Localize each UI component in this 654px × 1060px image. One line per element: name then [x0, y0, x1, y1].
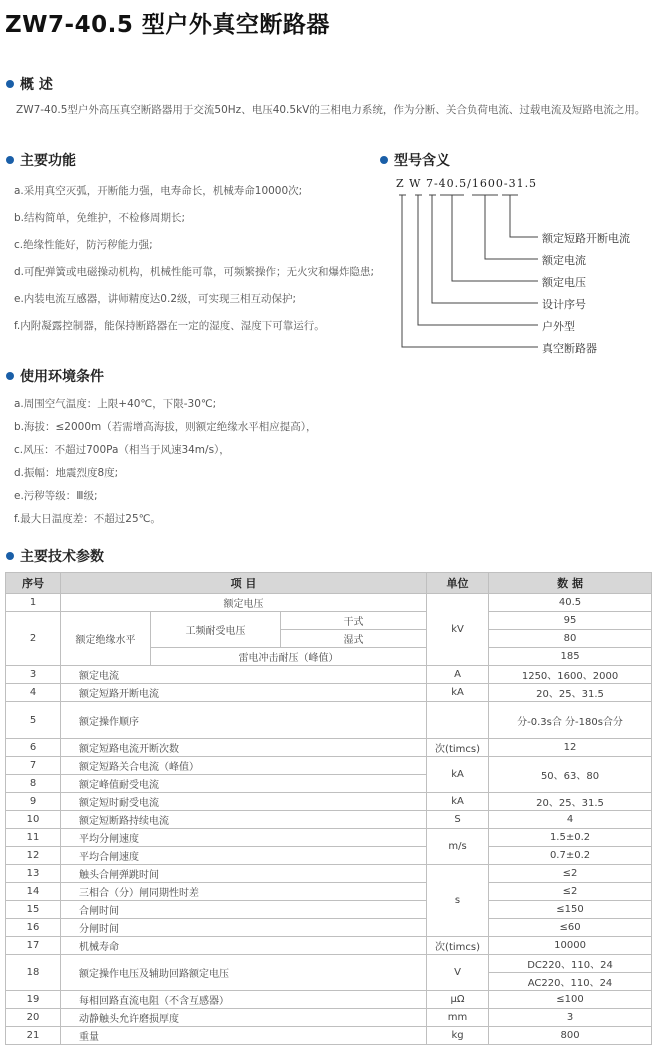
- header-no: 序号: [6, 573, 61, 594]
- row-no: 13: [6, 865, 61, 883]
- row-item: 机械寿命: [61, 937, 427, 955]
- row-unit: [427, 702, 489, 739]
- model-label: 额定电流: [542, 254, 586, 267]
- row-item: 分闸时间: [61, 919, 427, 937]
- row-value: 20、25、31.5: [489, 684, 652, 702]
- page-title: ZW7-40.5 型户外真空断路器: [5, 12, 330, 38]
- table-row: [6, 901, 652, 919]
- model-label: 额定短路开断电流: [542, 232, 630, 245]
- table-row: [6, 847, 652, 865]
- feature-item: d.可配弹簧或电磁操动机构，机械性能可靠，可频繁操作；无火灾和爆炸隐患;: [14, 266, 375, 278]
- row-no: 2: [6, 612, 61, 666]
- table-row: [6, 612, 652, 630]
- row-value: 80: [489, 630, 652, 648]
- table-row: [6, 829, 652, 847]
- row-value: ≤2: [489, 883, 652, 901]
- row-item: 额定操作顺序: [61, 702, 427, 739]
- row-subitem: 工频耐受电压: [151, 612, 281, 648]
- row-unit: kA: [427, 793, 489, 811]
- environment-item: f.最大日温度差：不超过25℃。: [14, 513, 161, 525]
- row-unit: kg: [427, 1027, 489, 1045]
- row-no: 7: [6, 757, 61, 775]
- feature-item: c.绝缘性能好，防污秽能力强;: [14, 239, 153, 251]
- row-item: 额定电流: [61, 666, 427, 684]
- row-no: 21: [6, 1027, 61, 1045]
- row-item: 平均分闸速度: [61, 829, 427, 847]
- row-no: 11: [6, 829, 61, 847]
- row-item: 额定峰值耐受电流: [61, 775, 427, 793]
- row-value: 185: [489, 648, 652, 666]
- row-unit: μΩ: [427, 991, 489, 1009]
- row-value: ≤150: [489, 901, 652, 919]
- row-unit: 次(timcs): [427, 739, 489, 757]
- row-no: 3: [6, 666, 61, 684]
- feature-item: e.内装电流互感器，讲师精度达0.2级，可实现三相互动保护;: [14, 293, 297, 305]
- row-unit: 次(timcs): [427, 937, 489, 955]
- header-item: 项 目: [61, 573, 427, 594]
- row-item: 合闸时间: [61, 901, 427, 919]
- row-item: 三相合（分）闸同期性时差: [61, 883, 427, 901]
- row-item: 重量: [61, 1027, 427, 1045]
- environment-item: b.海拔：≤2000m（若需增高海拔，则额定绝缘水平相应提高），: [14, 421, 317, 433]
- row-value: 95: [489, 612, 652, 630]
- row-unit: kA: [427, 684, 489, 702]
- row-item: 额定短路开断电流: [61, 684, 427, 702]
- row-value: AC220、110、24: [489, 973, 652, 991]
- table-row: [6, 739, 652, 757]
- overview-heading: 概 述: [6, 74, 53, 94]
- environment-item: a.周围空气温度：上限+40℃，下限-30℃;: [14, 398, 217, 410]
- row-unit: S: [427, 811, 489, 829]
- table-row: [6, 955, 652, 973]
- table-row: [6, 811, 652, 829]
- row-unit: kA: [427, 757, 489, 793]
- features-heading: 主要功能: [6, 150, 76, 170]
- row-unit: s: [427, 865, 489, 937]
- table-row: [6, 865, 652, 883]
- row-no: 14: [6, 883, 61, 901]
- feature-item: b.结构简单，免维护，不检修周期长;: [14, 212, 186, 224]
- environment-heading: 使用环境条件: [6, 366, 104, 386]
- row-item: 额定短路关合电流（峰值）: [61, 757, 427, 775]
- row-value: 10000: [489, 937, 652, 955]
- row-value: ≤100: [489, 991, 652, 1009]
- header-value: 数 据: [489, 573, 652, 594]
- row-value: 3: [489, 1009, 652, 1027]
- model-label: 真空断路器: [542, 342, 597, 355]
- environment-item: d.振幅：地震烈度8度;: [14, 467, 119, 479]
- row-item: 额定操作电压及辅助回路额定电压: [61, 955, 427, 991]
- table-row: [6, 1009, 652, 1027]
- feature-item: a.采用真空灭弧，开断能力强，电寿命长，机械寿命10000次;: [14, 185, 303, 197]
- table-row: [6, 793, 652, 811]
- model-label: 户外型: [542, 320, 575, 333]
- overview-text: ZW7-40.5型户外高压真空断路器用于交流50Hz、电压40.5kV的三相电力系统，作为分断、关合负荷电流、过载电流及短路电流之用。: [16, 104, 646, 116]
- row-subitem: 雷电冲击耐压（峰值）: [151, 648, 427, 666]
- spec-table: [5, 572, 652, 1045]
- bullet-dot-icon: [380, 156, 388, 164]
- row-item: 额定短路电流开断次数: [61, 739, 427, 757]
- bullet-dot-icon: [6, 552, 14, 560]
- model-label: 额定电压: [542, 276, 586, 289]
- row-no: 15: [6, 901, 61, 919]
- row-no: 20: [6, 1009, 61, 1027]
- table-row: [6, 937, 652, 955]
- row-item: 额定电压: [61, 594, 427, 612]
- table-row: [6, 666, 652, 684]
- row-no: 17: [6, 937, 61, 955]
- row-no: 19: [6, 991, 61, 1009]
- specs-heading: 主要技术参数: [6, 546, 104, 566]
- row-item: 额定短断路持续电流: [61, 811, 427, 829]
- row-unit: m/s: [427, 829, 489, 865]
- table-row: [6, 919, 652, 937]
- row-value: 分-0.3s合 分-180s合分: [489, 702, 652, 739]
- model-heading: 型号含义: [380, 150, 450, 170]
- row-value: DC220、110、24: [489, 955, 652, 973]
- table-row: [6, 1027, 652, 1045]
- row-unit: mm: [427, 1009, 489, 1027]
- row-no: 18: [6, 955, 61, 991]
- row-value: 1.5±0.2: [489, 829, 652, 847]
- row-unit: V: [427, 955, 489, 991]
- table-row: [6, 991, 652, 1009]
- row-unit: kV: [427, 594, 489, 666]
- model-label: 设计序号: [542, 298, 586, 311]
- row-item: 每相回路直流电阻（不含互感器）: [61, 991, 427, 1009]
- bullet-dot-icon: [6, 372, 14, 380]
- row-no: 4: [6, 684, 61, 702]
- row-value: 40.5: [489, 594, 652, 612]
- row-value: 50、63、80: [489, 757, 652, 793]
- row-value: 1250、1600、2000: [489, 666, 652, 684]
- row-value: ≤2: [489, 865, 652, 883]
- row-item: 动静触头允许磨损厚度: [61, 1009, 427, 1027]
- model-code: Z W 7-40.5/1600-31.5: [396, 177, 538, 190]
- table-row: [6, 757, 652, 775]
- model-bracket-lines: [396, 192, 546, 362]
- row-no: 12: [6, 847, 61, 865]
- row-item: 平均合闸速度: [61, 847, 427, 865]
- row-subitem: 干式: [281, 612, 427, 630]
- row-item: 额定短时耐受电流: [61, 793, 427, 811]
- row-item: 额定绝缘水平: [61, 612, 151, 666]
- row-no: 10: [6, 811, 61, 829]
- row-value: 0.7±0.2: [489, 847, 652, 865]
- row-value: ≤60: [489, 919, 652, 937]
- bullet-dot-icon: [6, 156, 14, 164]
- row-unit: A: [427, 666, 489, 684]
- table-row: [6, 594, 652, 612]
- row-no: 16: [6, 919, 61, 937]
- row-no: 6: [6, 739, 61, 757]
- feature-item: f.内附凝露控制器，能保持断路器在一定的湿度、湿度下可靠运行。: [14, 320, 325, 332]
- row-value: 20、25、31.5: [489, 793, 652, 811]
- bullet-dot-icon: [6, 80, 14, 88]
- environment-item: e.污秽等级：Ⅲ级;: [14, 490, 98, 502]
- row-subitem: 湿式: [281, 630, 427, 648]
- table-row: [6, 684, 652, 702]
- environment-item: c.风压：不超过700Pa（相当于风速34m/s），: [14, 444, 230, 456]
- row-value: 800: [489, 1027, 652, 1045]
- row-value: 4: [489, 811, 652, 829]
- table-header-row: [6, 573, 652, 594]
- row-no: 9: [6, 793, 61, 811]
- row-no: 1: [6, 594, 61, 612]
- row-item: 触头合闸弹跳时间: [61, 865, 427, 883]
- header-unit: 单位: [427, 573, 489, 594]
- table-row: [6, 702, 652, 739]
- row-no: 8: [6, 775, 61, 793]
- table-row: [6, 883, 652, 901]
- row-value: 12: [489, 739, 652, 757]
- row-no: 5: [6, 702, 61, 739]
